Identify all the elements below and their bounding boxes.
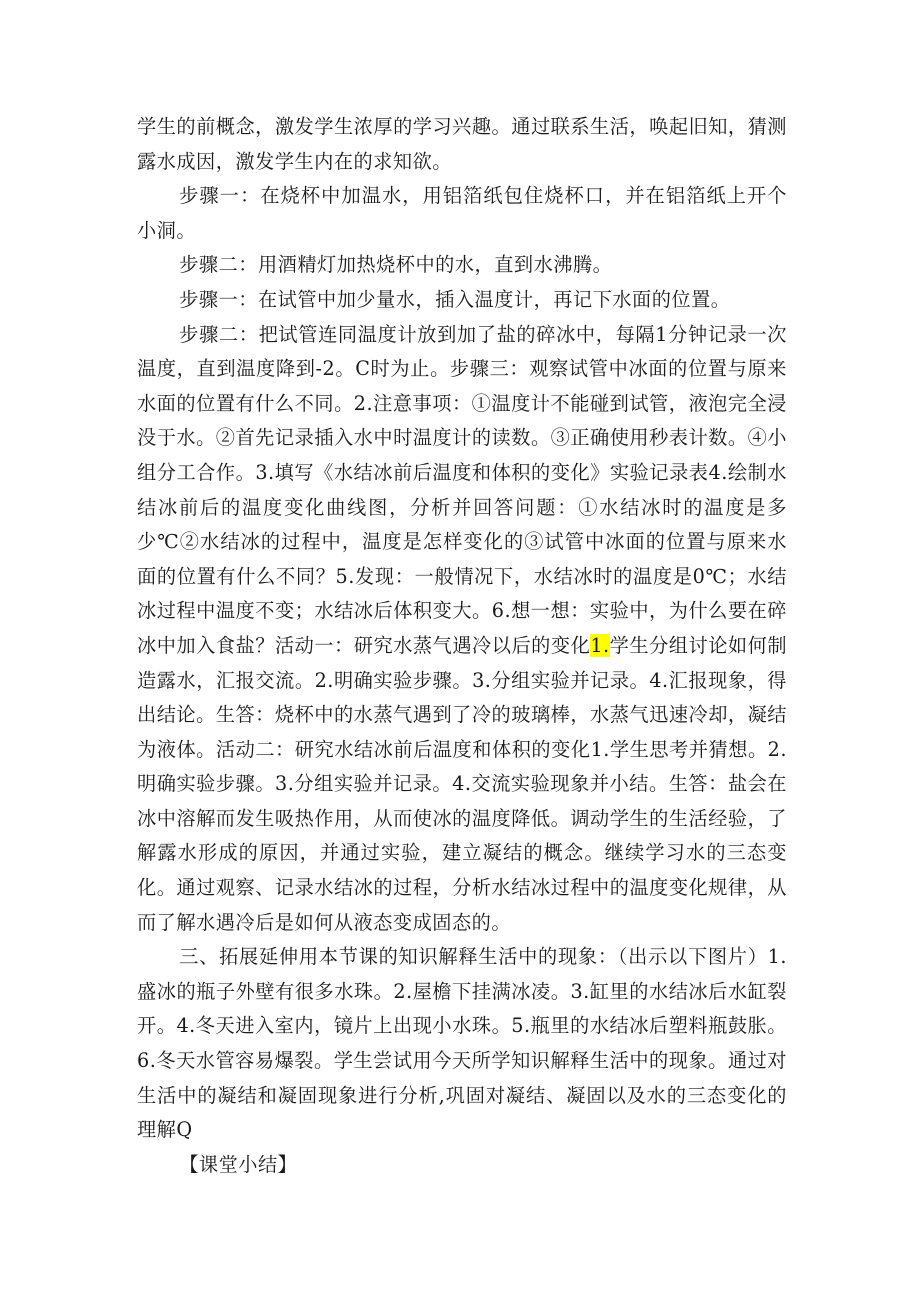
section-heading-summary: 【课堂小结】 (179, 1152, 298, 1176)
experiment-text-before: 步骤二：把试管连同温度计放到加了盐的碎冰中，每隔1分钟记录一次温度，直到温度降到-2。C时为止。步骤三：观察试管中冰面的位置与原来水面的位置有什么不同。2.注意事项：①温度计不能碰到试管，液泡完全浸没于水。②首先记录插入水中时温度计的读数。③正确使用秒表计数。④小组分工合作。3.填写《水结冰前后温度和体积的变化》实验记录表4.绘制水结冰前后的温度变化曲线图，分析并回答问题：①水结冰时的温度是多少℃②水结冰的过程中，温度是怎样变化的③试管中冰面的位置与原来水面的位置有什么不同？5.发现：一般情况下，水结冰时的温度是0℃；水结冰过程中温度不变；水结冰后体积变大。6.想一想：实验中，为什么要在碎冰中加入食盐？活动一：研究水蒸气遇冷以后的变化 (137, 322, 787, 657)
paragraph-step-1-test-tube: 步骤一：在试管中加少量水，插入温度计，再记下水面的位置。 (179, 287, 731, 311)
paragraph-step-1-beaker: 步骤一：在烧杯中加温水，用铝箔纸包住烧杯口，并在铝箔纸上开个小洞。 (137, 184, 787, 242)
document-page (137, 110, 787, 1182)
paragraph-step-2-heat: 步骤二：用酒精灯加热烧杯中的水，直到水沸腾。 (179, 253, 613, 277)
highlighted-marker: 1. (590, 633, 610, 657)
experiment-text-after: 学生分组讨论如何制造露水，汇报交流。2.明确实验步骤。3.分组实验并记录。4.汇报现象，得出结论。生答：烧杯中的水蒸气遇到了冷的玻璃棒，水蒸气迅速冷却，凝结为液体。活动二：研究水结冰前后温度和体积的变化1.学生思考并猜想。2.明确实验步骤。3.分组实验并记录。4.交流实验现象并小结。生答：盐会在冰中溶解而发生吸热作用，从而使冰的温度降低。调动学生的生活经验，了解露水形成的原因，并通过实验，建立凝结的概念。继续学习水的三态变化。通过观察、记录水结冰的过程，分析水结冰过程中的温度变化规律，从而了解水遇冷后是如何从液态变成固态的。 (137, 633, 788, 934)
paragraph-experiment-details (137, 318, 787, 941)
paragraph-extension: 三、拓展延伸用本节课的知识解释生活中的现象：（出示以下图片）1.盛冰的瓶子外壁有很多水珠。2.屋檐下挂满冰凌。3.缸里的水结冰后水缸裂开。4.冬天进入室内，镜片上出现小水珠。5.瓶里的水结冰后塑料瓶鼓胀。6.冬天水管容易爆裂。学生尝试用今天所学知识解释生活中的现象。通过对生活中的凝结和凝固现象进行分析,巩固对凝结、凝固以及水的三态变化的理解Q (137, 945, 787, 1142)
paragraph-intro: 学生的前概念，激发学生浓厚的学习兴趣。通过联系生活，唤起旧知，猜测露水成因，激发学生内在的求知欲。 (137, 115, 787, 173)
